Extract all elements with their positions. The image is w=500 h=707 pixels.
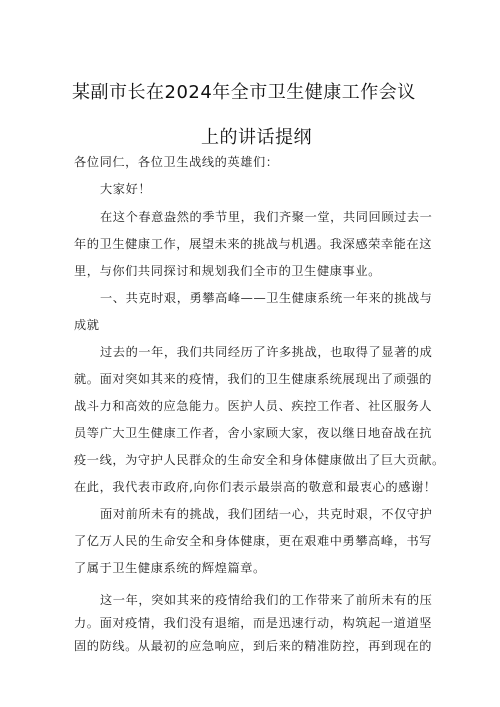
body-line: 在这个春意盎然的季节里，我们齐聚一堂，共同回顾过去一 [100,210,433,224]
body-line: 固的防线。从最初的应急响应，到后来的精准防控，再到现在的 [74,639,433,653]
body-line: 了亿万人民的生命安全和身体健康，更在艰难中勇攀高峰，书写 [74,534,433,548]
section-heading-1: 一、共克时艰，勇攀高峰——卫生健康系统一年来的挑战与 [100,291,433,305]
greeting: 大家好！ [100,182,152,196]
salutation: 各位同仁，各位卫生战线的英雄们： [74,155,279,169]
document-title-line-1: 某副市长在2024年全市卫生健康工作会议 [72,82,416,103]
section-heading-1-continued: 成就 [74,318,100,332]
body-line: 里，与你们共同探讨和规划我们全市的卫生健康事业。 [74,264,381,278]
body-line: 战斗力和高效的应急能力。医护人员、疾控工作者、社区服务人 [74,399,433,413]
body-line: 就。面对突如其来的疫情，我们的卫生健康系统展现出了顽强的 [74,372,433,386]
document-title-line-2: 上的讲话提纲 [201,127,312,148]
body-line: 年的卫生健康工作，展望未来的挑战与机遇。我深感荣幸能在这 [74,237,433,251]
body-line: 疫一线，为守护人民群众的生命安全和身体健康做出了巨大贡献。 [74,453,445,467]
body-line: 面对前所未有的挑战，我们团结一心，共克时艰，不仅守护 [100,507,433,521]
body-line: 在此，我代表市政府,向你们表示最崇高的敬意和最衷心的感谢！ [74,480,437,494]
body-line: 力。面对疫情，我们没有退缩，而是迅速行动，构筑起一道道坚 [74,616,433,630]
body-line: 过去的一年，我们共同经历了许多挑战，也取得了显著的成 [100,345,433,359]
body-line: 这一年，突如其来的疫情给我们的工作带来了前所未有的压 [100,593,433,607]
body-line: 员等广大卫生健康工作者，舍小家顾大家，夜以继日地奋战在抗 [74,426,433,440]
body-line: 了属于卫生健康系统的辉煌篇章。 [74,561,266,575]
